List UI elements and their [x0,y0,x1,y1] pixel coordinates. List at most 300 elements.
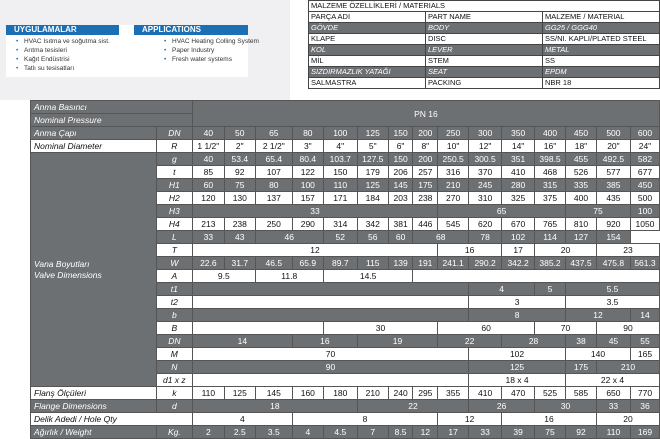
value-cell: 582 [630,153,659,166]
row-symbol: N [156,361,192,374]
application-item: • HVAC Isıtma ve soğutma sist. [16,37,110,46]
value-cell [192,296,468,309]
value-cell: 810 [566,218,597,231]
value-cell: 30 [323,322,437,335]
value-cell: 100 [630,205,659,218]
value-cell: 191 [413,257,438,270]
value-cell: 33 [192,205,437,218]
value-cell: 561.3 [630,257,659,270]
value-cell: 600 [630,127,659,140]
value-cell: 110 [323,179,357,192]
row-label: Flanş Ölçüleri [31,387,157,400]
row-symbol: A [156,270,192,283]
value-cell: 127.5 [357,153,388,166]
row-symbol: M [156,348,192,361]
value-cell: 30 [535,400,597,413]
value-cell: 38 [566,335,597,348]
value-cell: 65.4 [255,153,292,166]
value-cell: 122 [292,166,323,179]
value-cell: 370 [469,166,502,179]
value-cell: 90 [596,322,659,335]
value-cell: 475.8 [596,257,630,270]
value-cell: 4" [323,140,357,153]
value-cell: 100 [323,127,357,140]
value-cell: 137 [255,192,292,205]
row-symbol: g [156,153,192,166]
value-cell: 65 [438,205,566,218]
value-cell: 40 [192,127,224,140]
value-cell: 381 [388,218,413,231]
materials-row [309,67,660,78]
materials-table [308,0,660,89]
value-cell: 70 [535,322,597,335]
value-cell: 110 [596,426,630,439]
value-cell: 770 [630,387,659,400]
materials-cell: GG25 / GGG40 [543,23,660,34]
value-cell: 5.5 [566,283,660,296]
value-cell: 765 [535,218,566,231]
value-cell: 36 [630,400,659,413]
table-row [31,127,660,140]
value-cell: 351 [502,153,535,166]
value-cell: 8 [469,309,566,322]
value-cell: 206 [388,166,413,179]
value-cell: 39 [502,426,535,439]
applications-list-tr [16,37,110,73]
row-symbol: d [156,400,192,413]
materials-row [309,23,660,34]
dimensions-label-en: Valve Dimensions [34,269,102,280]
value-cell: 3.5 [566,296,660,309]
row-label: Flange Dimensions [31,400,157,413]
table-row [31,426,660,439]
value-cell: 16 [502,413,597,426]
row-label: Anma Çapı [31,127,157,140]
row-symbol: b [156,309,192,322]
applications-title-en: APPLICATIONS [134,25,248,35]
value-cell: 2 [192,426,224,439]
value-cell: 102 [502,231,535,244]
value-cell: 150 [323,166,357,179]
value-cell [192,283,468,296]
value-cell: 14.5 [323,270,413,283]
value-cell: 375 [535,192,566,205]
row-label: Nominal Pressure [31,114,193,127]
value-cell: 92 [224,166,255,179]
value-cell: 500 [630,192,659,205]
value-cell: 18 x 4 [469,374,566,387]
value-cell: 200 [413,153,438,166]
value-cell: 179 [357,166,388,179]
valve-spec-body [31,101,660,439]
value-cell: 398.5 [535,153,566,166]
value-cell: 1 1/2" [192,140,224,153]
value-cell: 385 [596,179,630,192]
value-cell: 16 [292,335,357,348]
materials-cell: STEM [426,56,543,67]
value-cell: 316 [438,166,469,179]
value-cell: 5" [357,140,388,153]
application-item: • Tatlı su tesisatları [16,64,110,73]
value-cell: 22 [438,335,502,348]
materials-row [309,56,660,67]
table-row [31,387,660,400]
value-cell: 335 [566,179,597,192]
value-cell: 78 [469,231,502,244]
materials-cell: EPDM [543,67,660,78]
value-cell: 12 [566,309,631,322]
value-cell: 22.6 [192,257,224,270]
value-cell: 620 [469,218,502,231]
value-cell: 290 [292,218,323,231]
value-cell: 60 [438,322,535,335]
dimensions-label-tr: Vana Boyutları [34,258,90,269]
row-symbol: L [156,231,192,244]
value-cell: 100 [292,179,323,192]
value-cell [192,374,468,387]
materials-cell: MİL [309,56,426,67]
row-symbol: H3 [156,205,192,218]
value-cell: 103.7 [323,153,357,166]
value-cell: 400 [535,127,566,140]
value-cell: 435 [596,192,630,205]
value-cell: 650 [596,387,630,400]
table-row [31,101,660,114]
row-symbol: H4 [156,218,192,231]
value-cell: 355 [438,387,469,400]
value-cell: 280 [502,179,535,192]
value-cell: 250 [255,218,292,231]
value-cell: 920 [596,218,630,231]
value-cell: 290.2 [469,257,502,270]
row-symbol: H1 [156,179,192,192]
value-cell: 175 [413,179,438,192]
value-cell: 300.5 [469,153,502,166]
application-item: • Fresh water systems [164,55,259,64]
materials-cell: SS [543,56,660,67]
row-symbol: t [156,166,192,179]
materials-row [309,45,660,56]
value-cell: 250.5 [438,153,469,166]
value-cell: 125 [224,387,255,400]
value-cell: 20" [596,140,630,153]
materials-cell: SALMASTRA [309,78,426,89]
table-row [31,413,660,426]
table-row [31,400,660,413]
value-cell: 68 [413,231,469,244]
value-cell: 3" [292,140,323,153]
materials-cell: GÖVDE [309,23,426,34]
value-cell: 115 [357,257,388,270]
value-cell: 12" [469,140,502,153]
value-cell [192,309,468,322]
value-cell: 171 [323,192,357,205]
materials-header-row [309,12,660,23]
value-cell: 127 [566,231,597,244]
value-cell: 102 [469,348,566,361]
materials-cell: SEAT [426,67,543,78]
value-cell: 210 [357,387,388,400]
value-cell: 7 [357,426,388,439]
value-cell: 26 [469,400,535,413]
value-cell [413,270,660,283]
value-cell: 203 [388,192,413,205]
row-label [31,153,157,387]
value-cell: 165 [630,348,659,361]
value-cell: 20 [535,244,597,257]
value-cell: 17 [502,244,535,257]
value-cell: 50 [224,127,255,140]
value-cell: 545 [438,218,469,231]
materials-cell: SIZDIRMAZLIK YATAĞI [309,67,426,78]
value-cell: 295 [413,387,438,400]
value-cell: 213 [192,218,224,231]
value-cell: 526 [566,166,597,179]
applications-box [6,25,259,77]
value-cell: 2.5 [224,426,255,439]
value-cell: 33 [469,426,502,439]
value-cell: 400 [566,192,597,205]
value-cell: 45 [596,335,630,348]
value-cell: 325 [502,192,535,205]
value-cell: 16" [535,140,566,153]
value-cell: 85 [192,166,224,179]
materials-cell: NBR 18 [543,78,660,89]
value-cell: 175 [566,361,597,374]
value-cell: 210 [596,361,659,374]
value-cell: 385.2 [535,257,566,270]
value-cell: 125 [469,361,566,374]
value-cell: 40 [192,153,224,166]
value-cell: 184 [357,192,388,205]
materials-cell: PARÇA ADI [309,12,426,23]
value-cell: 585 [566,387,597,400]
materials-cell: PART NAME [426,12,543,23]
value-cell: 241.1 [438,257,469,270]
value-cell: 154 [596,231,630,244]
value-cell: 19 [357,335,437,348]
value-cell: 33 [596,400,630,413]
materials-row [309,78,660,89]
value-cell: 446 [413,218,438,231]
value-cell: 677 [630,166,659,179]
value-cell: 22 x 4 [566,374,660,387]
materials-cell: KLAPE [309,34,426,45]
value-cell: 342.2 [502,257,535,270]
value-cell: 114 [535,231,566,244]
materials-cell: BODY [426,23,543,34]
application-item: • Paper Industry [164,46,259,55]
value-cell: 4.5 [323,426,357,439]
value-cell: 200 [413,127,438,140]
value-cell: 8 [292,413,437,426]
value-cell: 6" [388,140,413,153]
value-cell: 468 [535,166,566,179]
value-cell: 180 [323,387,357,400]
value-cell: 24" [630,140,659,153]
value-cell: 125 [357,127,388,140]
value-cell: 80.4 [292,153,323,166]
value-cell: 5 [535,283,566,296]
value-cell: 53.4 [224,153,255,166]
value-cell: 350 [502,127,535,140]
value-cell: 125 [357,179,388,192]
value-cell: 139 [388,257,413,270]
value-cell: 315 [535,179,566,192]
value-cell: 16 [438,244,502,257]
value-cell: 46.5 [255,257,292,270]
value-cell: 2" [224,140,255,153]
materials-cell: PACKING [426,78,543,89]
row-symbol: W [156,257,192,270]
value-cell: 18 [192,400,357,413]
value-cell: 4 [469,283,535,296]
value-cell: 140 [566,348,631,361]
row-label: Nominal Diameter [31,140,157,153]
application-item: • Kağıt Endüstrisi [16,55,110,64]
value-cell: 107 [255,166,292,179]
value-cell: 245 [469,179,502,192]
row-label: Ağırlık / Weight [31,426,157,439]
pressure-value: PN 16 [192,101,659,127]
value-cell: 8.5 [388,426,413,439]
value-cell: 90 [192,361,468,374]
value-cell: 577 [596,166,630,179]
application-item: • Arıtma tesisleri [16,46,110,55]
value-cell: 80 [292,127,323,140]
valve-spec-table [30,100,660,439]
value-cell: 470 [502,387,535,400]
materials-title: MALZEME ÖZELLİKLERİ / MATERIALS [309,1,660,12]
value-cell: 240 [388,387,413,400]
value-cell: 492.5 [596,153,630,166]
value-cell: 2 1/2" [255,140,292,153]
value-cell: 65.9 [292,257,323,270]
row-symbol: H2 [156,192,192,205]
applications-list-en [164,37,259,64]
row-symbol: R [156,140,192,153]
value-cell: 500 [596,127,630,140]
row-symbol: d1 x z [156,374,192,387]
value-cell: 314 [323,218,357,231]
value-cell: 14 [192,335,292,348]
value-cell: 120 [192,192,224,205]
value-cell: 670 [502,218,535,231]
applications-title-tr: UYGULAMALAR [6,25,119,35]
value-cell: 33 [192,231,224,244]
value-cell: 450 [630,179,659,192]
table-row [31,140,660,153]
value-cell: 89.7 [323,257,357,270]
value-cell [192,322,323,335]
table-row [31,153,660,166]
value-cell: 12 [413,426,438,439]
value-cell: 1050 [630,218,659,231]
value-cell: 410 [502,166,535,179]
materials-cell: SS/NI. KAPLI/PLATED STEEL [543,34,660,45]
value-cell: 455 [566,153,597,166]
row-symbol: T [156,244,192,257]
value-cell: 92 [566,426,597,439]
value-cell: 130 [224,192,255,205]
value-cell: 60 [192,179,224,192]
value-cell: 18" [566,140,597,153]
materials-cell: METAL [543,45,660,56]
value-cell: 4 [192,413,292,426]
value-cell: 145 [255,387,292,400]
value-cell: 55 [630,335,659,348]
value-cell: 80 [255,179,292,192]
row-symbol: k [156,387,192,400]
materials-cell: DISC [426,34,543,45]
value-cell: 300 [469,127,502,140]
value-cell: 43 [224,231,255,244]
value-cell: 12 [438,413,502,426]
value-cell: 70 [192,348,468,361]
row-label: Delik Adedi / Hole Qty [31,413,193,426]
materials-cell: KOL [309,45,426,56]
value-cell: 14 [630,309,659,322]
value-cell: 110 [192,387,224,400]
value-cell: 52 [323,231,357,244]
value-cell: 75 [224,179,255,192]
value-cell: 525 [535,387,566,400]
value-cell: 31.7 [224,257,255,270]
row-label: Anma Basıncı [31,101,193,114]
value-cell: 342 [357,218,388,231]
materials-row [309,34,660,45]
value-cell: 60 [388,231,413,244]
value-cell: 4 [292,426,323,439]
value-cell: 12 [192,244,437,257]
row-symbol: t1 [156,283,192,296]
value-cell: 65 [255,127,292,140]
materials-cell: MALZEME / MATERIAL [543,12,660,23]
row-symbol: Kg. [156,426,192,439]
value-cell: 75 [566,205,631,218]
applications-panel [0,0,290,100]
value-cell: 20 [596,413,659,426]
materials-cell: LEVER [426,45,543,56]
value-cell: 9.5 [192,270,255,283]
value-cell: 23 [596,244,659,257]
value-cell: 450 [566,127,597,140]
value-cell: 46 [255,231,323,244]
row-symbol: t2 [156,296,192,309]
value-cell: 22 [357,400,468,413]
value-cell: 150 [388,127,413,140]
value-cell: 410 [469,387,502,400]
value-cell: 17 [438,426,469,439]
application-item: • HVAC Heating Colling System [164,37,259,46]
value-cell: 10" [438,140,469,153]
row-symbol: B [156,322,192,335]
value-cell: 11.8 [255,270,323,283]
value-cell: 238 [224,218,255,231]
row-symbol: DN [156,335,192,348]
value-cell: 310 [469,192,502,205]
value-cell: 3.5 [255,426,292,439]
value-cell: 238 [413,192,438,205]
value-cell: 157 [292,192,323,205]
value-cell: 75 [535,426,566,439]
value-cell: 437.5 [566,257,597,270]
value-cell: 257 [413,166,438,179]
value-cell: 160 [292,387,323,400]
value-cell: 210 [438,179,469,192]
value-cell: 8" [413,140,438,153]
value-cell: 56 [357,231,388,244]
